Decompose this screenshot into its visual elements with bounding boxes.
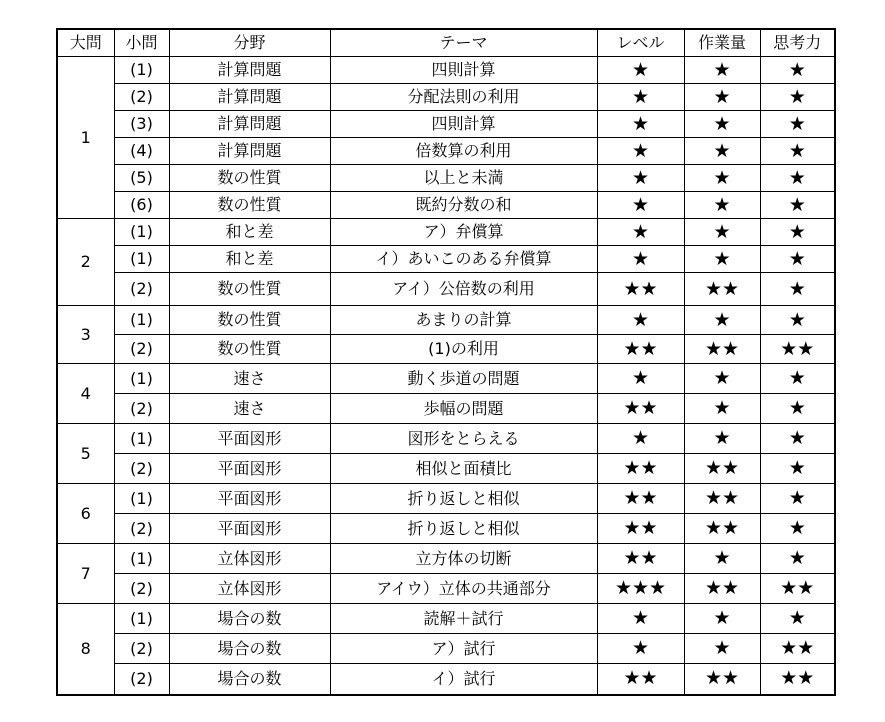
level-stars: ★ <box>597 111 684 138</box>
table-row <box>57 57 835 84</box>
bunya-cell: 数の性質 <box>169 335 330 364</box>
header-level: レベル <box>597 29 684 57</box>
table-row <box>57 664 835 695</box>
sagyou-stars: ★ <box>684 219 760 246</box>
theme-cell: 既約分数の和 <box>330 192 597 219</box>
daimon-cell: 6 <box>57 484 114 544</box>
theme-cell: 折り返しと相似 <box>330 484 597 514</box>
table-row <box>57 544 835 574</box>
bunya-cell: 平面図形 <box>169 484 330 514</box>
theme-cell: 四則計算 <box>330 111 597 138</box>
theme-cell: ア）試行 <box>330 634 597 664</box>
table-row <box>57 165 835 192</box>
sagyou-stars: ★ <box>684 364 760 394</box>
shomon-cell: (3) <box>114 111 169 138</box>
level-stars: ★ <box>597 138 684 165</box>
shikou-stars: ★ <box>760 544 835 574</box>
table-row <box>57 111 835 138</box>
sagyou-stars: ★ <box>684 306 760 335</box>
bunya-cell: 立体図形 <box>169 574 330 604</box>
shikou-stars: ★ <box>760 484 835 514</box>
bunya-cell: 和と差 <box>169 246 330 273</box>
bunya-cell: 場合の数 <box>169 664 330 695</box>
level-stars: ★★ <box>597 394 684 424</box>
level-stars: ★ <box>597 246 684 273</box>
theme-cell: (1)の利用 <box>330 335 597 364</box>
shomon-cell: (2) <box>114 634 169 664</box>
level-stars: ★★ <box>597 335 684 364</box>
table-body <box>57 57 835 695</box>
header-sagyou: 作業量 <box>684 29 760 57</box>
theme-cell: 読解＋試行 <box>330 604 597 634</box>
sagyou-stars: ★★ <box>684 335 760 364</box>
level-stars: ★ <box>597 604 684 634</box>
bunya-cell: 平面図形 <box>169 514 330 544</box>
table-row <box>57 454 835 484</box>
theme-cell: 以上と未満 <box>330 165 597 192</box>
table-row <box>57 192 835 219</box>
bunya-cell: 和と差 <box>169 219 330 246</box>
shikou-stars: ★ <box>760 246 835 273</box>
level-stars: ★★ <box>597 544 684 574</box>
bunya-cell: 計算問題 <box>169 111 330 138</box>
sagyou-stars: ★★ <box>684 574 760 604</box>
header-shomon: 小問 <box>114 29 169 57</box>
bunya-cell: 数の性質 <box>169 192 330 219</box>
shomon-cell: (2) <box>114 514 169 544</box>
theme-cell: 相似と面積比 <box>330 454 597 484</box>
header-bunya: 分野 <box>169 29 330 57</box>
shikou-stars: ★ <box>760 138 835 165</box>
bunya-cell: 数の性質 <box>169 306 330 335</box>
bunya-cell: 平面図形 <box>169 454 330 484</box>
bunya-cell: 場合の数 <box>169 604 330 634</box>
sagyou-stars: ★ <box>684 544 760 574</box>
bunya-cell: 数の性質 <box>169 273 330 306</box>
sagyou-stars: ★ <box>684 246 760 273</box>
shomon-cell: (1) <box>114 364 169 394</box>
theme-cell: アイウ）立体の共通部分 <box>330 574 597 604</box>
bunya-cell: 速さ <box>169 394 330 424</box>
daimon-cell: 8 <box>57 604 114 695</box>
theme-cell: 倍数算の利用 <box>330 138 597 165</box>
daimon-cell: 2 <box>57 219 114 306</box>
theme-cell: 四則計算 <box>330 57 597 84</box>
theme-cell: 折り返しと相似 <box>330 514 597 544</box>
shikou-stars: ★ <box>760 424 835 454</box>
theme-cell: イ）試行 <box>330 664 597 695</box>
theme-cell: イ）あいこのある弁償算 <box>330 246 597 273</box>
daimon-cell: 5 <box>57 424 114 484</box>
table-row <box>57 138 835 165</box>
table-row <box>57 246 835 273</box>
shomon-cell: (2) <box>114 454 169 484</box>
level-stars: ★★ <box>597 454 684 484</box>
bunya-cell: 計算問題 <box>169 57 330 84</box>
shomon-cell: (2) <box>114 84 169 111</box>
shikou-stars: ★ <box>760 219 835 246</box>
theme-cell: あまりの計算 <box>330 306 597 335</box>
sagyou-stars: ★ <box>684 604 760 634</box>
shomon-cell: (1) <box>114 57 169 84</box>
theme-cell: 図形をとらえる <box>330 424 597 454</box>
theme-cell: アイ）公倍数の利用 <box>330 273 597 306</box>
sagyou-stars: ★ <box>684 634 760 664</box>
shomon-cell: (2) <box>114 335 169 364</box>
table-row <box>57 514 835 544</box>
sagyou-stars: ★★ <box>684 273 760 306</box>
shikou-stars: ★★ <box>760 574 835 604</box>
table-row <box>57 484 835 514</box>
bunya-cell: 計算問題 <box>169 138 330 165</box>
level-stars: ★ <box>597 634 684 664</box>
level-stars: ★★★ <box>597 574 684 604</box>
theme-cell: ア）弁償算 <box>330 219 597 246</box>
level-stars: ★★ <box>597 484 684 514</box>
table-row <box>57 634 835 664</box>
theme-cell: 分配法則の利用 <box>330 84 597 111</box>
level-stars: ★ <box>597 165 684 192</box>
shomon-cell: (1) <box>114 306 169 335</box>
bunya-cell: 立体図形 <box>169 544 330 574</box>
shomon-cell: (1) <box>114 219 169 246</box>
table-row <box>57 306 835 335</box>
shomon-cell: (5) <box>114 165 169 192</box>
shikou-stars: ★ <box>760 57 835 84</box>
level-stars: ★★ <box>597 514 684 544</box>
shomon-cell: (6) <box>114 192 169 219</box>
shomon-cell: (1) <box>114 424 169 454</box>
header-shikou: 思考力 <box>760 29 835 57</box>
problem-analysis-table <box>56 28 836 696</box>
shikou-stars: ★ <box>760 454 835 484</box>
header-row <box>57 29 835 57</box>
shomon-cell: (2) <box>114 273 169 306</box>
level-stars: ★ <box>597 424 684 454</box>
shomon-cell: (1) <box>114 484 169 514</box>
shomon-cell: (1) <box>114 604 169 634</box>
table-row <box>57 335 835 364</box>
shikou-stars: ★ <box>760 364 835 394</box>
sagyou-stars: ★ <box>684 424 760 454</box>
shomon-cell: (2) <box>114 574 169 604</box>
table-row <box>57 273 835 306</box>
shomon-cell: (1) <box>114 544 169 574</box>
level-stars: ★★ <box>597 664 684 695</box>
level-stars: ★ <box>597 306 684 335</box>
level-stars: ★ <box>597 57 684 84</box>
shikou-stars: ★ <box>760 514 835 544</box>
header-daimon: 大問 <box>57 29 114 57</box>
theme-cell: 動く歩道の問題 <box>330 364 597 394</box>
header-theme: テーマ <box>330 29 597 57</box>
daimon-cell: 3 <box>57 306 114 364</box>
sagyou-stars: ★ <box>684 165 760 192</box>
shikou-stars: ★★ <box>760 335 835 364</box>
table-row <box>57 424 835 454</box>
daimon-cell: 7 <box>57 544 114 604</box>
theme-cell: 歩幅の問題 <box>330 394 597 424</box>
shikou-stars: ★★ <box>760 634 835 664</box>
shomon-cell: (2) <box>114 664 169 695</box>
shikou-stars: ★ <box>760 84 835 111</box>
table-row <box>57 604 835 634</box>
table-row <box>57 574 835 604</box>
bunya-cell: 平面図形 <box>169 424 330 454</box>
sagyou-stars: ★ <box>684 192 760 219</box>
sagyou-stars: ★ <box>684 57 760 84</box>
shikou-stars: ★ <box>760 394 835 424</box>
level-stars: ★ <box>597 364 684 394</box>
level-stars: ★ <box>597 84 684 111</box>
shomon-cell: (4) <box>114 138 169 165</box>
sagyou-stars: ★★ <box>684 514 760 544</box>
shikou-stars: ★ <box>760 192 835 219</box>
sagyou-stars: ★★ <box>684 454 760 484</box>
level-stars: ★ <box>597 192 684 219</box>
sagyou-stars: ★ <box>684 111 760 138</box>
table-row <box>57 364 835 394</box>
shomon-cell: (2) <box>114 394 169 424</box>
shikou-stars: ★ <box>760 306 835 335</box>
daimon-cell: 1 <box>57 57 114 219</box>
bunya-cell: 場合の数 <box>169 634 330 664</box>
theme-cell: 立方体の切断 <box>330 544 597 574</box>
table-row <box>57 394 835 424</box>
shomon-cell: (1) <box>114 246 169 273</box>
shikou-stars: ★ <box>760 273 835 306</box>
shikou-stars: ★ <box>760 604 835 634</box>
table-row <box>57 219 835 246</box>
table-header <box>57 29 835 57</box>
sagyou-stars: ★★ <box>684 664 760 695</box>
sagyou-stars: ★★ <box>684 484 760 514</box>
table-row <box>57 84 835 111</box>
sagyou-stars: ★ <box>684 84 760 111</box>
sagyou-stars: ★ <box>684 138 760 165</box>
sagyou-stars: ★ <box>684 394 760 424</box>
bunya-cell: 速さ <box>169 364 330 394</box>
shikou-stars: ★ <box>760 165 835 192</box>
bunya-cell: 数の性質 <box>169 165 330 192</box>
bunya-cell: 計算問題 <box>169 84 330 111</box>
daimon-cell: 4 <box>57 364 114 424</box>
level-stars: ★★ <box>597 273 684 306</box>
shikou-stars: ★★ <box>760 664 835 695</box>
shikou-stars: ★ <box>760 111 835 138</box>
level-stars: ★ <box>597 219 684 246</box>
